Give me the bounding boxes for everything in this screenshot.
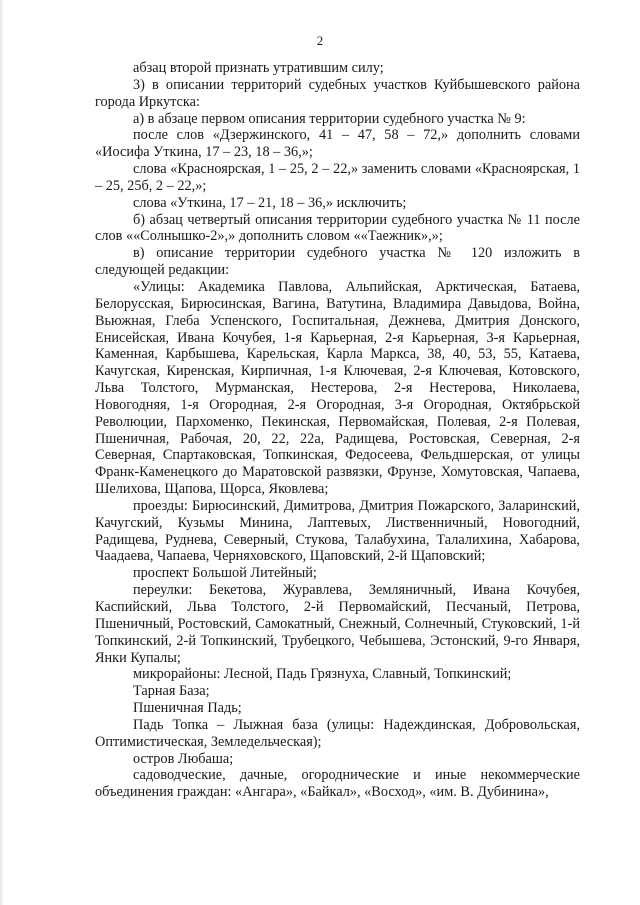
paragraph: проспект Большой Литейный; xyxy=(133,565,317,582)
paragraph: б) абзац четвертый описания территории судебного участка № 11 после слов ««Солнышко-2»,» дополнить словом ««Таежник»,»; xyxy=(95,211,580,245)
paragraph: слова «Уткина, 17 – 21, 18 – 36,» исключить; xyxy=(133,194,407,211)
paragraph: «Улицы: Академика Павлова, Альпийская, Арктическая, Батаева, Белорусская, Бирюсинская, Вагина, Ватутина, Владимира Давыдова, Война, Вьюжная, Глеба Успенского, Госпитальная, Дежнева, Дмитрия Донского, Енисейская, Ивана Кочубея, 1-я Карьерная, 2-я Карьерная, 3-я Карьерная, Каменная, Карбышева, Карельская, Карла Маркса, 38, 40, 53, 55, Катаева, Качугская, Киренская, Кирпичная, 1-я Ключевая, 2-я Ключевая, Котовского, Льва Толстого, Мурманская, Нестерова, 2-я Нестерова, Николаева, Новогодняя, 1-я Огородная, 2-я Огородная, 3-я Огородная, Октябрьской Революции, Пархоменко, Пекинская, Первомайская, Полевая, 2-я Полевая, Пшеничная, Рабочая, 20, 22, 22а, Радищева, Ростовская, Северная, 2-я Северная, Спартаковская, Топкинская, Федосеева, Фельдшерская, от улицы Франк-Каменецкого до Маратовской развязки, Фрунзе, Хомутовская, Чапаева, Шелихова, Щапова, Щорса, Яковлева; xyxy=(95,278,580,498)
document-body xyxy=(95,60,580,801)
paragraph: после слов «Дзержинского, 41 – 47, 58 – 72,» дополнить словами «Иосифа Уткина, 17 – 23, 18 – 36,»; xyxy=(95,127,580,161)
paragraph: 3) в описании территорий судебных участков Куйбышевского района города Иркутска: xyxy=(95,76,580,110)
paragraph: садоводческие, дачные, огороднические и иные некоммерческие объединения граждан: «Ангара», «Байкал», «Восход», «им. В. Дубинина», xyxy=(95,767,580,801)
paragraph: Пшеничная Падь; xyxy=(133,700,242,717)
paragraph: абзац второй признать утратившим силу; xyxy=(133,60,384,76)
paragraph: Тарная База; xyxy=(133,683,210,700)
page-number: 2 xyxy=(316,33,324,48)
paragraph: Падь Топка – Лыжная база (улицы: Надеждинская, Добровольская, Оптимистическая, Земледельческая); xyxy=(95,716,580,750)
paragraph: слова «Красноярская, 1 – 25, 2 – 22,» заменить словами «Красноярская, 1 – 25, 25б, 2 – 22,»; xyxy=(95,161,580,194)
paragraph: в) описание территории судебного участка № 120 изложить в следующей редакции: xyxy=(95,245,580,279)
scan-edge-shadow xyxy=(0,0,4,905)
paragraph: проезды: Бирюсинский, Димитрова, Дмитрия Пожарского, Заларинский, Качугский, Кузьмы Минина, Лаптевых, Лиственничный, Новогодний, Радищева, Руднева, Северный, Стукова, Талабухина, Талалихина, Хабарова, Чаадаева, Чапаева, Черняховского, Щаповский, 2-й Щаповский; xyxy=(95,497,580,565)
paragraph: микрорайоны: Лесной, Падь Грязнуха, Славный, Топкинский; xyxy=(133,666,512,683)
paragraph: а) в абзаце первом описания территории судебного участка № 9: xyxy=(133,110,526,127)
paragraph: переулки: Бекетова, Журавлева, Земляничный, Ивана Кочубея, Каспийский, Льва Толстого, 2-й Первомайский, Песчаный, Петрова, Пшеничный, Ростовский, Самокатный, Снежный, Солнечный, Стуковский, 1-й Топкинский, 2-й Топкинский, Трубецкого, Чебышева, Эстонский, 9-го Января, Янки Купалы; xyxy=(95,582,580,666)
paragraph: остров Любаша; xyxy=(133,750,234,767)
